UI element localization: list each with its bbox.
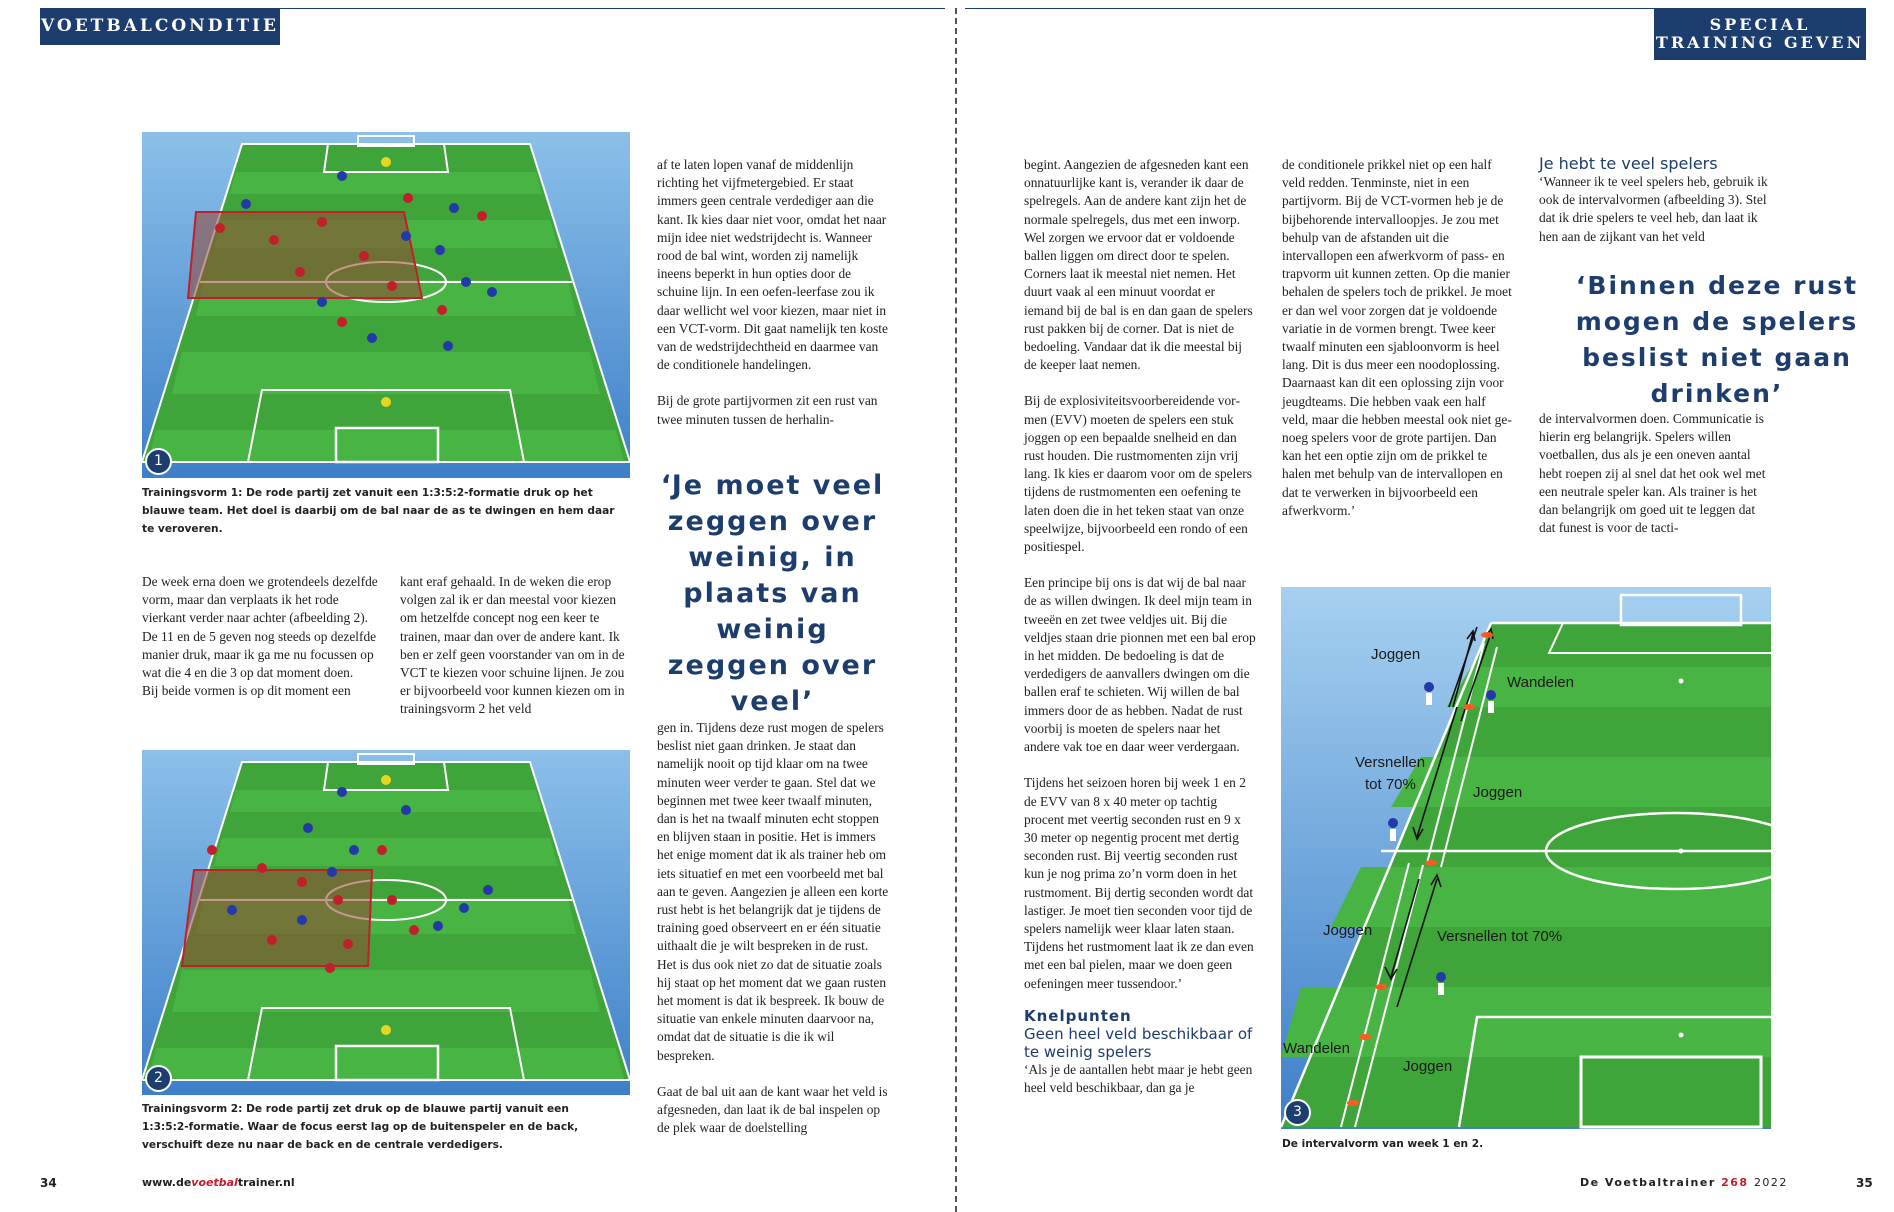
label-joggen-bottom: Joggen (1403, 1058, 1453, 1075)
pitch-diagram-3 (1281, 587, 1771, 1129)
footer-url-suffix: trainer.nl (237, 1176, 295, 1189)
right-col1 (1024, 156, 1256, 1115)
label-wandelen-top: Wandelen (1507, 674, 1574, 691)
label-joggen-top: Joggen (1371, 646, 1421, 663)
figure-number-3: 3 (1284, 1099, 1311, 1126)
right-col3-paragraph-1: ‘Wanneer ik te veel spelers heb, gebruik ik ook de intervalvormen (afbeelding 3). Stel dat ik drie spelers te veel heb, dan laat ik hen aan de zijkant van het veld (1539, 174, 1768, 244)
left-col3-top (657, 156, 889, 447)
footer-issue: 268 (1721, 1176, 1749, 1189)
page-number-right: 35 (1856, 1176, 1873, 1190)
right-col1-paragraph-1: begint. Aangezien de afgesneden kant een onnatuurlijke kant is, verander ik daar de spelregels. Aan de andere kant zijn het de normale spelregels, dus met een inworp. Wel zorgen we ervoor dat er voldoende ballen liggen om direct door te spelen. Corners laat ik meestal niet nemen. Het duurt vaak al een minuut voordat er iemand bij de bal is en dan gaan de spelers rust pakken bij de corner. Dat is niet de bedoeling. Vandaar dat ik die meestal bij de keeper laat nemen. (1024, 157, 1253, 373)
figure-number-1: 1 (145, 448, 172, 475)
left-col3-paragraph-2: Bij de grote partijvormen zit een rust van twee minuten tussen de herhalin- (657, 393, 878, 427)
page-number-left: 34 (40, 1176, 57, 1190)
figure-2 (142, 750, 630, 1095)
footer-magazine-name: De Voetbaltrainer (1580, 1176, 1716, 1189)
label-joggen-left: Joggen (1323, 922, 1373, 939)
pullquote-left: ‘Je moet veel zeggen over weinig, in plaats van weinig zeggen over veel’ (660, 470, 885, 717)
footer-url[interactable] (142, 1176, 295, 1189)
figure-1 (142, 132, 630, 478)
right-col1-paragraph-2: Bij de explosiviteitsvoorbereidende vormen (EVV) moeten de spelers een stuk joggen op een bepaalde snelheid en dan rust houden. Die rustmomenten zijn vrij lang. Ik kies er daarom voor om de spelers tijdens de rustmomenten een oefening te laten doen die in het teken staat van onze speelwijze, bijvoorbeeld een rondo of een positiespel. (1024, 393, 1252, 555)
left-col1-paragraph-1: De week erna doen we grotendeels dezelfde vorm, maar dan verplaats ik het rode vierkant verder naar achter (afbeelding 2). De 11 en de 5 geven nog steeds op dezelfde manier druk, maar ik ga me nu focussen op wat die 4 en die 3 op dat moment doen. (142, 574, 378, 681)
label-versnellen-line2: tot 70% (1365, 776, 1416, 793)
footer-year: 2022 (1753, 1176, 1788, 1189)
figure-caption-3: De intervalvorm van week 1 en 2. (1282, 1138, 1484, 1150)
figure-3 (1281, 587, 1771, 1129)
right-col2 (1282, 156, 1514, 538)
label-versnellen-line1: Versnellen (1355, 754, 1426, 771)
figure-caption-2: Trainingsvorm 2: De rode partij zet druk op de blauwe partij vanuit een 1:3:5:2-formatie. Waar de focus eerst lag op de buitenspeler en de back, verschuift deze nu naar de back en de centrale verdedigers. (142, 1103, 579, 1151)
pullquote-right: ‘Binnen deze rust mogen de spelers beslist niet gaan drinken’ (1575, 271, 1859, 408)
footer-url-prefix: www.de (142, 1176, 192, 1189)
pitch-diagram-1 (142, 132, 630, 478)
left-col3-paragraph-3: gen in. Tijdens deze rust mogen de spelers beslist niet gaan drinken. Je staat dan namelijk nooit op tijd klaar om na twee minuten weer verder te gaan. Stel dat we beginnen met twee keer twaalf minuten, dan is het na twaalf minuten echt stoppen en blijven staan in positie. Het is immers het enige moment dat ik als trainer heb om iets situatief en met een voorbeeld met bal aan te geven. Aangezien je alleen een korte rust hebt is het belangrijk dat je tijdens de training goed observeert en er één situatie uithaalt die je wilt bespreken in de rust. Het is dus ook niet zo dat de situatie zoals hij staat op het moment dat we gaan rusten het moment is dat ik bespreek. Ik bouw de situatie van enkele minuten daarvoor na, omdat dat de situatie is die ik wil bespreken. (657, 720, 889, 1063)
figure-caption-1: Trainingsvorm 1: De rode partij zet vanuit een 1:3:5:2-formatie druk op het blauwe team. Het doel is daarbij om de bal naar de as te dwingen en hem daar te veroveren. (142, 487, 615, 535)
footer-url-brand: voetbal (191, 1176, 238, 1189)
section-title-left: VOETBALCONDITIE (41, 16, 279, 36)
figure-number-2: 2 (145, 1065, 172, 1092)
left-col1 (142, 573, 382, 718)
knelpunten-title: Knelpunten (1024, 1006, 1132, 1025)
col3-heading: Je hebt te veel spelers (1539, 154, 1718, 173)
left-col3-paragraph-4: Gaat de bal uit aan de kant waar het veld is afgesneden, dan laat ik de bal inspelen op de plek waar de doelstelling (657, 1083, 888, 1136)
right-col1-paragraph-5: ‘Als je de aantallen hebt maar je hebt geen heel veld beschikbaar, dan ga je (1024, 1061, 1253, 1095)
footer-magazine (1580, 1176, 1788, 1189)
top-rule-right (965, 8, 1655, 9)
section-title-right-line1: SPECIAL (1709, 15, 1811, 34)
right-col1-paragraph-4: Tijdens het seizoen horen bij week 1 en 2 de EVV van 8 x 40 meter op tachtig procent met veertig seconden rust en 9 x 30 meter op negentig procent met dertig seconden rust. Bij veertig seconden rust kun je nog prima zo’n vorm doen in het rustmoment. Bij dertig seconden wordt dat lastiger. Je moet tien seconden voor tijd de spelers namelijk weer klaar laten staan. Tijdens het rustmoment laat ik ze dan even met een bal pielen, maar we doen geen oefeningen meer tussendoor.’ (1024, 775, 1254, 991)
left-col2 (400, 573, 632, 737)
left-col1-paragraph-2: Bij beide vormen is op dit moment een (142, 683, 351, 699)
label-wandelen-bottom: Wandelen (1283, 1040, 1350, 1057)
left-col3-paragraph-1: af te laten lopen vanaf de middenlijn richting het vijfmetergebied. Er staat immers geen centrale verdediger aan die kant. Ik kies daar niet voor, omdat het naar mijn idee niet wedstrijdecht is. Wanneer rood de bal wint, worden zij namelijk ineens beperkt in hun opties door de schuine lijn. In een oefen-leerfase zou ik daar wellicht wel voor kiezen, maar niet in een VCT-vorm. Dit gaat namelijk ten koste van de wedstrijdechtheid en daarmee van de conditionele handelingen. (657, 157, 888, 373)
page-divider (955, 8, 957, 1212)
right-col2-paragraph-1: de conditionele prikkel niet op een half veld redden. Tenminste, niet in een partijvorm. Bij de VCT-vormen heb je de bijbehorende intervalloopjes. Je zou met behulp van de afstanden uit die intervallopen een afwerkvorm of pass- en trapvorm uit kunnen zetten. Op die manier behalen de spelers toch de prikkel. Je moet er dan wel voor zorgen dat je voldoende variatie in de vormen brengt. Twee keer twaalf minuten een sjabloonvorm is heel lang. Dit is dus meer een noodoplossing. Daarnaast kan dit een oplossing zijn voor jeugdteams. Die hebben vaak een half veld, maar die hebben meestal ook niet genoeg spelers voor de grote partijen. Dan kan het een optie zijn om de prikkel te halen met behulp van de intervallopen en dat te verwerken in bijvoorbeeld een afwerkvorm.’ (1282, 157, 1512, 518)
knelpunten-subtitle: Geen heel veld beschikbaar of te weinig spelers (1024, 1024, 1253, 1061)
right-col1-paragraph-3: Een principe bij ons is dat wij de bal naar de as willen dwingen. Ik deel mijn team in tweeën en zet twee veldjes uit. Bij die veldjes staan drie pionnen met een bal erop in het midden. De bedoeling is dat de verdedigers de aanvallers dwingen om die ballen eraf te schieten. Wij willen de bal immers door de as hebben. Nadat de rust voorbij is moeten de spelers naar het andere vak toe en daar weer verdergaan. (1024, 575, 1256, 755)
label-joggen-mid: Joggen (1473, 784, 1523, 801)
label-versnellen-mid: Versnellen tot 70% (1437, 928, 1563, 945)
left-col3-bottom (657, 719, 889, 1155)
right-col3-paragraph-2: de intervalvormen doen. Communicatie is hierin erg belangrijk. Spelers willen voetballen, dus als je een oneven aantal hebt roepen zij al snel dat het ook wel met een neutrale speler kan. Als trainer is het dan belangrijk om goed uit te leggen dat dat funest is voor de tacti- (1539, 411, 1766, 536)
pitch-diagram-2 (142, 750, 630, 1095)
right-col3 (1539, 154, 1771, 264)
section-banner-right (1654, 8, 1866, 60)
left-col2-paragraph-1: kant eraf gehaald. In de weken die erop volgen zal ik er dan meestal voor kiezen om hetzelfde concept nog een keer te trainen, maar dan over de andere kant. Ik ben er zelf geen voorstander van om in de VCT te kiezen voor schuine lijnen. Je zou er bijvoorbeeld voor kunnen kiezen om in trainingsvorm 2 het veld (400, 574, 625, 717)
section-title-right-line2: TRAINING GEVEN (1655, 33, 1865, 52)
right-col3-bottom (1539, 410, 1771, 555)
section-banner-left (40, 8, 280, 45)
